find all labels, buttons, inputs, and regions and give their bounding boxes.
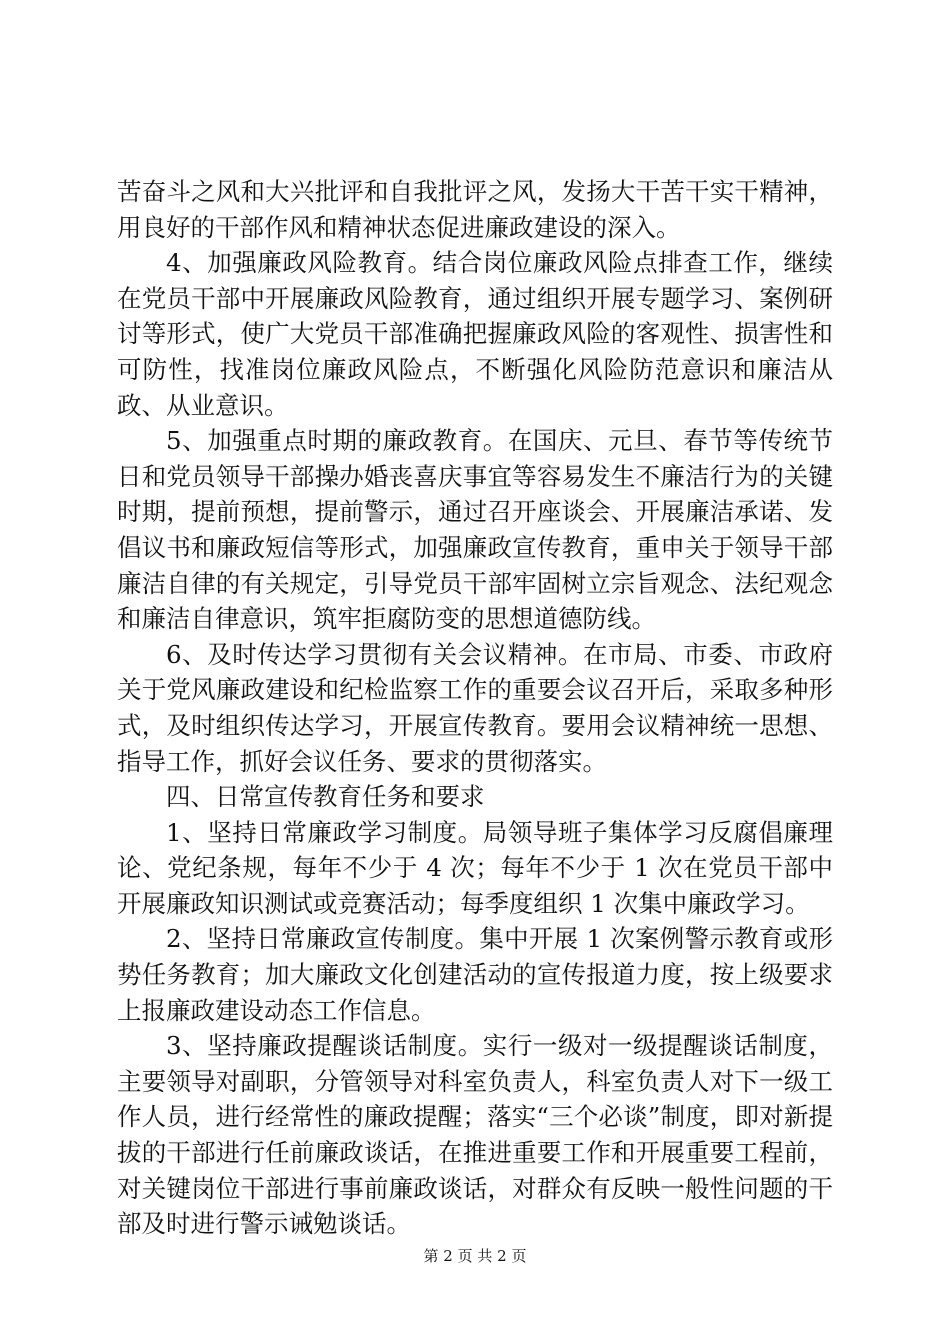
- paragraph-continuation: 苦奋斗之风和大兴批评和自我批评之风，发扬大干苦干实干精神，用良好的干部作风和精神状态促进廉政建设的深入。: [117, 177, 833, 242]
- paragraph-daily-2: 2、坚持日常廉政宣传制度。集中开展 1 次案例警示教育或形势任务教育；加大廉政文化创建活动的宣传报道力度，按上级要求上报廉政建设动态工作信息。: [117, 924, 833, 1025]
- section-heading-4: 四、日常宣传教育任务和要求: [166, 782, 485, 812]
- paragraph-item-4: 4、加强廉政风险教育。结合岗位廉政风险点排查工作，继续在党员干部中开展廉政风险教育，通过组织开展专题学习、案例研讨等形式，使广大党员干部准确把握廉政风险的客观性、损害性和可防性，找准岗位廉政风险点，不断强化风险防范意识和廉洁从政、从业意识。: [117, 248, 833, 420]
- paragraph-item-6: 6、及时传达学习贯彻有关会议精神。在市局、市委、市政府关于党风廉政建设和纪检监察工作的重要会议召开后，采取多种形式，及时组织传达学习，开展宣传教育。要用会议精神统一思想、指导工作，抓好会议任务、要求的贯彻落实。: [117, 639, 833, 776]
- paragraph-item-5: 5、加强重点时期的廉政教育。在国庆、元旦、春节等传统节日和党员领导干部操办婚丧喜庆事宜等容易发生不廉洁行为的关键时期，提前预想，提前警示，通过召开座谈会、开展廉洁承诺、发倡议书和廉政短信等形式，加强廉政宣传教育，重申关于领导干部廉洁自律的有关规定，引导党员干部牢固树立宗旨观念、法纪观念和廉洁自律意识，筑牢拒腐防变的思想道德防线。: [117, 426, 833, 634]
- page-number-label: 第 2 页 共 2 页: [423, 1247, 527, 1265]
- document-body: [117, 174, 833, 1242]
- paragraph-daily-1: 1、坚持日常廉政学习制度。局领导班子集体学习反腐倡廉理论、党纪条规，每年不少于 4 次；每年不少于 1 次在党员干部中开展廉政知识测试或竞赛活动；每季度组织 1 次集中廉政学习。: [117, 817, 833, 918]
- page-footer: [0, 1246, 950, 1266]
- paragraph-daily-3: 3、坚持廉政提醒谈话制度。实行一级对一级提醒谈话制度，主要领导对副职，分管领导对科室负责人，科室负责人对下一级工作人员，进行经常性的廉政提醒；落实“三个必谈”制度，即对新提拔的干部进行任前廉政谈话，在推进重要工作和开展重要工程前，对关键岗位干部进行事前廉政谈话，对群众有反映一般性问题的干部及时进行警示诫勉谈话。: [117, 1031, 833, 1239]
